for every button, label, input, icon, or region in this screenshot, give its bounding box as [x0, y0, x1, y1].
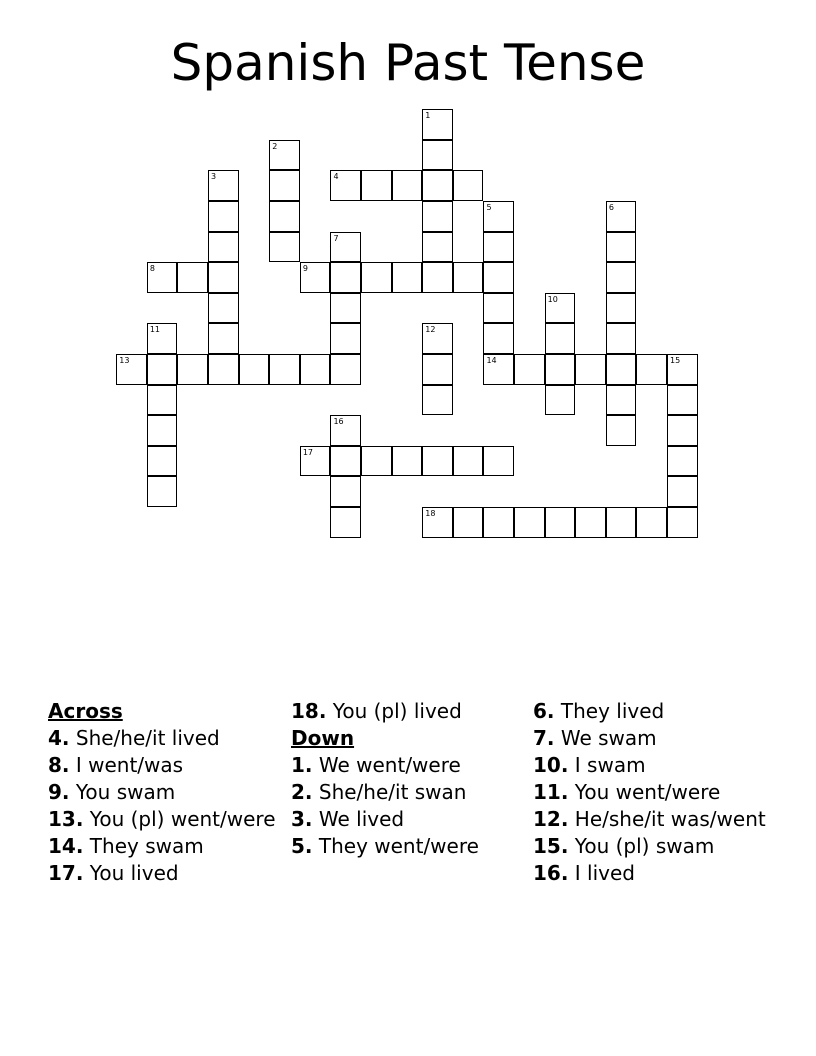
grid-cell[interactable] — [545, 507, 576, 538]
clue-number: 14 — [486, 356, 497, 366]
grid-cell[interactable] — [545, 293, 576, 324]
grid-cell[interactable] — [147, 415, 178, 446]
grid-cell[interactable] — [636, 354, 667, 385]
grid-cell[interactable] — [208, 293, 239, 324]
grid-cell[interactable] — [575, 354, 606, 385]
grid-cell[interactable] — [208, 354, 239, 385]
clue-down-16: 16. I lived — [533, 861, 636, 885]
clue-number: 13 — [119, 356, 130, 366]
clue-number: 4 — [333, 172, 339, 182]
grid-cell[interactable] — [422, 323, 453, 354]
clue-across-13: 13. You (pl) went/were — [48, 807, 276, 831]
grid-cell[interactable] — [606, 293, 637, 324]
grid-cell[interactable] — [483, 354, 514, 385]
clue-number: 9 — [302, 264, 308, 274]
grid-cell[interactable] — [239, 354, 270, 385]
grid-cell[interactable] — [300, 262, 331, 293]
grid-cell[interactable] — [147, 476, 178, 507]
grid-cell[interactable] — [667, 415, 698, 446]
grid-cell[interactable] — [361, 262, 392, 293]
clue-down-10: 10. I swam — [533, 753, 646, 777]
grid-cell[interactable] — [422, 507, 453, 538]
clue-number: 8 — [149, 264, 155, 274]
grid-cell[interactable] — [606, 323, 637, 354]
grid-cell[interactable] — [667, 507, 698, 538]
clue-across-18: 18. You (pl) lived — [291, 699, 462, 723]
clue-column-1 — [48, 700, 288, 889]
grid-cell[interactable] — [392, 170, 423, 201]
grid-cell[interactable] — [116, 354, 147, 385]
clue-across-4: 4. She/he/it lived — [48, 726, 220, 750]
grid-cell[interactable] — [514, 507, 545, 538]
clue-down-6: 6. They lived — [533, 699, 665, 723]
grid-cell[interactable] — [545, 354, 576, 385]
grid-cell[interactable] — [330, 323, 361, 354]
grid-cell[interactable] — [545, 323, 576, 354]
grid-cell[interactable] — [483, 293, 514, 324]
grid-cell[interactable] — [606, 385, 637, 416]
grid-cell[interactable] — [330, 446, 361, 477]
clue-number: 3 — [211, 172, 217, 182]
grid-cell[interactable] — [667, 476, 698, 507]
grid-cell[interactable] — [330, 476, 361, 507]
grid-cell[interactable] — [392, 262, 423, 293]
grid-cell[interactable] — [422, 385, 453, 416]
grid-cell[interactable] — [606, 354, 637, 385]
grid-cell[interactable] — [545, 385, 576, 416]
clue-down-7: 7. We swam — [533, 726, 657, 750]
grid-cell[interactable] — [422, 170, 453, 201]
grid-cell[interactable] — [330, 262, 361, 293]
grid-cell[interactable] — [483, 232, 514, 263]
grid-cell[interactable] — [483, 262, 514, 293]
clue-down-2: 2. She/he/it swan — [291, 780, 467, 804]
clue-number: 11 — [149, 325, 161, 335]
grid-cell[interactable] — [483, 507, 514, 538]
grid-cell[interactable] — [422, 354, 453, 385]
grid-cell[interactable] — [361, 446, 392, 477]
grid-cell[interactable] — [422, 262, 453, 293]
clue-number: 1 — [425, 111, 431, 121]
clue-number: 10 — [547, 294, 558, 304]
grid-cell[interactable] — [208, 232, 239, 263]
clue-number: 18 — [425, 509, 436, 519]
grid-cell[interactable] — [269, 354, 300, 385]
clue-down-1: 1. We went/were — [291, 753, 461, 777]
grid-cell[interactable] — [330, 415, 361, 446]
grid-cell[interactable] — [667, 446, 698, 477]
grid-cell[interactable] — [330, 507, 361, 538]
grid-cell[interactable] — [606, 415, 637, 446]
grid-cell[interactable] — [330, 232, 361, 263]
grid-cell[interactable] — [177, 262, 208, 293]
grid-cell[interactable] — [606, 201, 637, 232]
grid-cell[interactable] — [269, 201, 300, 232]
grid-cell[interactable] — [453, 170, 484, 201]
grid-cell[interactable] — [177, 354, 208, 385]
clue-number: 2 — [272, 141, 278, 151]
grid-cell[interactable] — [147, 385, 178, 416]
clue-number: 15 — [670, 356, 681, 366]
grid-cell[interactable] — [606, 507, 637, 538]
grid-cell[interactable] — [330, 293, 361, 324]
grid-cell[interactable] — [330, 170, 361, 201]
grid-cell[interactable] — [422, 232, 453, 263]
grid-cell[interactable] — [147, 446, 178, 477]
grid-cell[interactable] — [208, 323, 239, 354]
across-heading: Across — [48, 699, 123, 723]
clue-number: 5 — [486, 203, 492, 213]
grid-cell[interactable] — [483, 201, 514, 232]
grid-cell[interactable] — [147, 323, 178, 354]
clue-number: 7 — [333, 233, 339, 243]
clue-across-8: 8. I went/was — [48, 753, 184, 777]
clue-down-15: 15. You (pl) swam — [533, 834, 715, 858]
grid-cell[interactable] — [208, 170, 239, 201]
clue-number: 16 — [333, 417, 344, 427]
clue-across-9: 9. You swam — [48, 780, 176, 804]
grid-cell[interactable] — [422, 446, 453, 477]
grid-cell[interactable] — [575, 507, 606, 538]
clue-down-3: 3. We lived — [291, 807, 405, 831]
grid-cell[interactable] — [300, 446, 331, 477]
grid-cell[interactable] — [514, 354, 545, 385]
grid-cell[interactable] — [667, 385, 698, 416]
clue-column-3 — [533, 700, 773, 889]
clue-number: 6 — [608, 203, 614, 213]
page-title: Spanish Past Tense — [170, 34, 646, 92]
grid-cell[interactable] — [269, 170, 300, 201]
grid-cell[interactable] — [453, 507, 484, 538]
clue-number: 17 — [302, 447, 314, 457]
clue-column-2 — [291, 700, 531, 862]
down-heading: Down — [291, 726, 355, 750]
grid-cell[interactable] — [636, 507, 667, 538]
grid-cell[interactable] — [392, 446, 423, 477]
grid-cell[interactable] — [361, 170, 392, 201]
grid-cell[interactable] — [422, 140, 453, 171]
grid-cell[interactable] — [422, 109, 453, 140]
grid-cell[interactable] — [208, 262, 239, 293]
grid-cell[interactable] — [667, 354, 698, 385]
grid-cell[interactable] — [422, 201, 453, 232]
clue-across-17: 17. You lived — [48, 861, 179, 885]
grid-cell[interactable] — [453, 262, 484, 293]
clue-number: 12 — [425, 325, 436, 335]
clue-down-5: 5. They went/were — [291, 834, 479, 858]
grid-cell[interactable] — [269, 232, 300, 263]
grid-cell[interactable] — [453, 446, 484, 477]
grid-cell[interactable] — [330, 354, 361, 385]
grid-cell[interactable] — [208, 201, 239, 232]
grid-cell[interactable] — [606, 262, 637, 293]
clue-down-11: 11. You went/were — [533, 780, 721, 804]
grid-cell[interactable] — [483, 446, 514, 477]
grid-cell[interactable] — [606, 232, 637, 263]
clue-down-12: 12. He/she/it was/went — [533, 807, 766, 831]
clue-across-14: 14. They swam — [48, 834, 204, 858]
grid-cell[interactable] — [483, 323, 514, 354]
grid-cell[interactable] — [147, 354, 178, 385]
grid-cell[interactable] — [269, 140, 300, 171]
grid-cell[interactable] — [147, 262, 178, 293]
grid-cell[interactable] — [300, 354, 331, 385]
